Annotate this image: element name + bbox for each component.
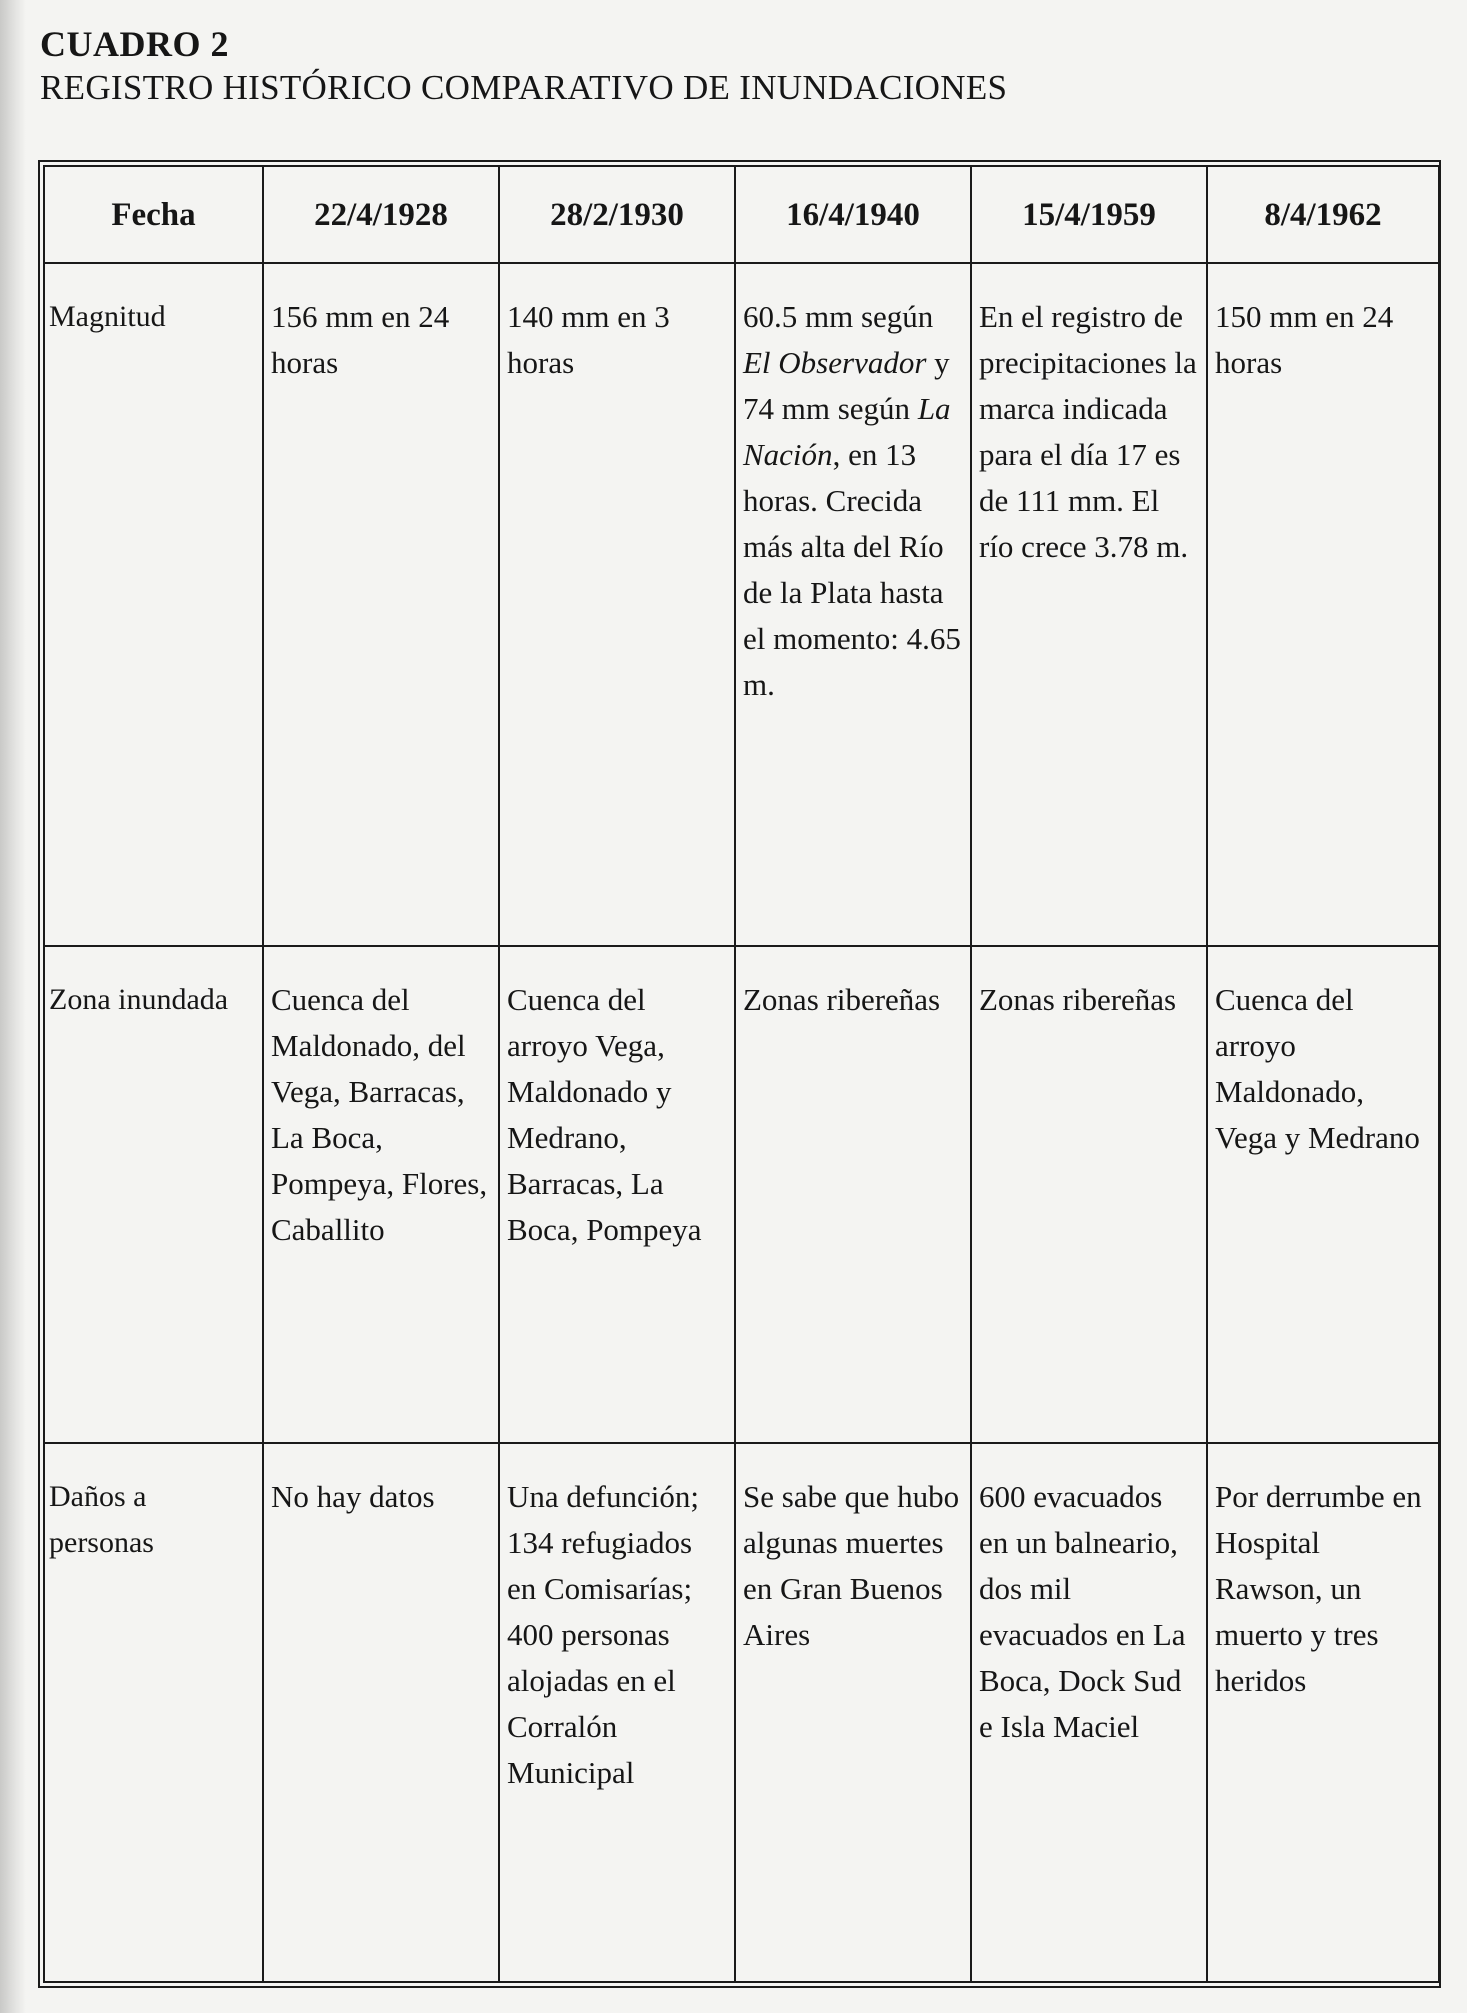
row-label-cell — [44, 263, 263, 946]
zona-1928: Cuenca del Maldonado, del Vega, Barracas, La Boca, Pompeya, Flores, Caballito — [271, 982, 488, 1247]
danos-1959: 600 evacuados en un balneario, dos mil evacuados en La Boca, Dock Sud e Isla Maciel — [979, 1479, 1186, 1744]
newspaper-name-la-nacion: La Nación — [743, 391, 951, 472]
magnitud-1940-part: y 74 mm según — [743, 345, 950, 426]
magnitud-1959: En el registro de precipitaciones la marca indicada para el día 17 es de 111 mm. El río crece 3.78 m. — [979, 299, 1197, 564]
magnitud-1940-part: , en 13 horas. Crecida más alta del Río de la Plata hasta el momento: 4.65 m. — [743, 437, 961, 702]
zona-1930: Cuenca del arroyo Vega, Maldonado y Medrano, Barracas, La Boca, Pompeya — [507, 982, 702, 1247]
flood-records-table-frame — [38, 160, 1441, 1988]
table-cell — [971, 1443, 1207, 1982]
zona-1940: Zonas ribereñas — [743, 982, 941, 1017]
table-row-danos-a-personas — [44, 1443, 1439, 1982]
newspaper-name-el-observador: El Observador — [743, 345, 927, 380]
table-cell — [499, 946, 735, 1443]
row-label-danos-a-personas: Daños a personas — [49, 1480, 154, 1559]
table-cell — [499, 1443, 735, 1982]
magnitud-1928: 156 mm en 24 horas — [271, 299, 450, 380]
table-cell — [735, 1443, 971, 1982]
table-cell — [263, 946, 499, 1443]
danos-1962: Por derrumbe en Hospital Rawson, un muerto y tres heridos — [1215, 1479, 1422, 1698]
table-cell — [735, 946, 971, 1443]
header-date-1962: 8/4/1962 — [1207, 166, 1439, 263]
header-row — [44, 166, 1439, 263]
scan-edge-shadow — [0, 0, 26, 2013]
flood-records-table — [43, 165, 1440, 1983]
table-cell — [1207, 946, 1439, 1443]
danos-1928: No hay datos — [271, 1479, 435, 1514]
header-date-1928: 22/4/1928 — [263, 166, 499, 263]
row-label-zona-inundada: Zona inundada — [49, 983, 229, 1016]
header-date-1930: 28/2/1930 — [499, 166, 735, 263]
header-date-1959: 15/4/1959 — [971, 166, 1207, 263]
table-number: CUADRO 2 — [40, 24, 229, 64]
header-fecha: Fecha — [44, 166, 263, 263]
row-label-cell — [44, 946, 263, 1443]
table-cell — [263, 263, 499, 946]
magnitud-1930: 140 mm en 3 horas — [507, 299, 670, 380]
table-row-zona-inundada — [44, 946, 1439, 1443]
zona-1962: Cuenca del arroyo Maldonado, Vega y Medrano — [1215, 982, 1420, 1155]
zona-1959: Zonas ribereñas — [979, 982, 1177, 1017]
table-title: REGISTRO HISTÓRICO COMPARATIVO DE INUNDACIONES — [40, 68, 1008, 107]
magnitud-1940 — [736, 264, 970, 708]
magnitud-1962: 150 mm en 24 horas — [1215, 299, 1394, 380]
table-caption — [40, 22, 1007, 110]
table-cell — [263, 1443, 499, 1982]
table-row-magnitud — [44, 263, 1439, 946]
danos-1930: Una defunción; 134 refugiados en Comisarías; 400 personas alojadas en el Corralón Municipal — [507, 1479, 699, 1790]
row-label-cell — [44, 1443, 263, 1982]
header-date-1940: 16/4/1940 — [735, 166, 971, 263]
table-cell — [499, 263, 735, 946]
table-cell — [971, 263, 1207, 946]
table-cell — [971, 946, 1207, 1443]
table-cell — [1207, 263, 1439, 946]
magnitud-1940-part: 60.5 mm según — [743, 299, 934, 334]
danos-1940: Se sabe que hubo algunas muertes en Gran Buenos Aires — [743, 1479, 960, 1652]
row-label-magnitud: Magnitud — [49, 300, 166, 333]
table-cell — [735, 263, 971, 946]
table-cell — [1207, 1443, 1439, 1982]
